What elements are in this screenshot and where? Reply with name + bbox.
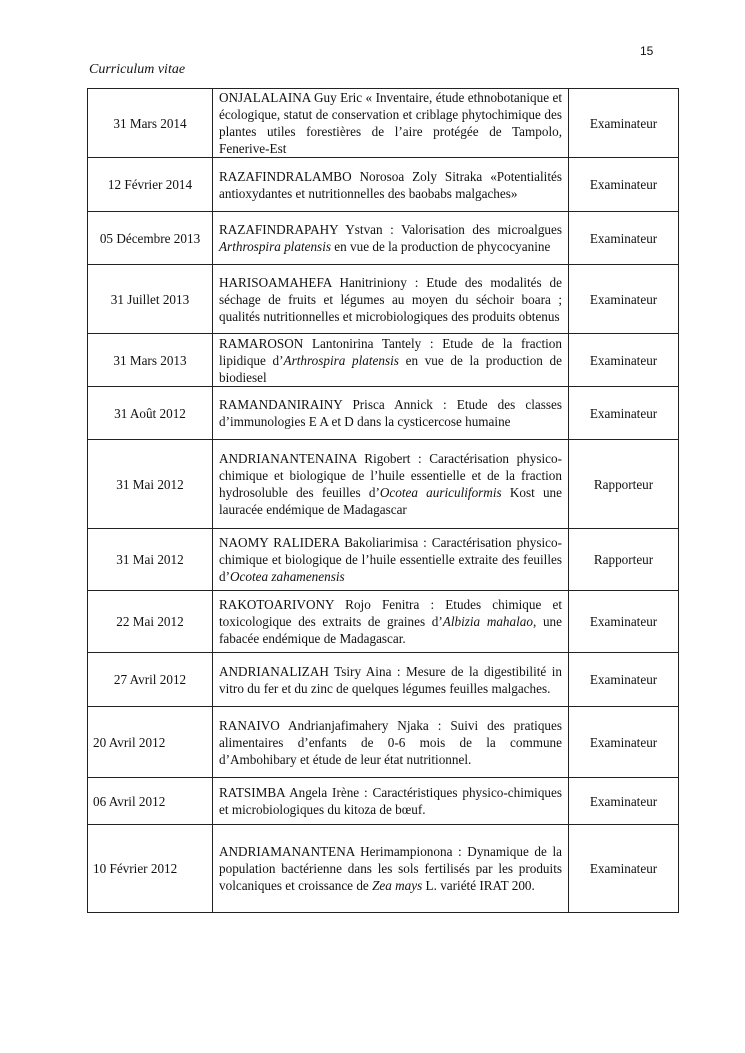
date-cell: 22 Mai 2012 <box>88 591 213 653</box>
table-row <box>88 529 679 591</box>
table-row <box>88 387 679 440</box>
table-row <box>88 89 679 158</box>
description-cell: RAMAROSON Lantonirina Tantely : Etude de la fraction lipidique d’Arthrospira platensis en vue de la production de biodiesel <box>213 334 569 387</box>
table-row <box>88 707 679 778</box>
role-cell: Examinateur <box>569 825 679 913</box>
description-cell: ANDRIANALIZAH Tsiry Aina : Mesure de la digestibilité in vitro du fer et du zinc de quelques légumes feuilles malgaches. <box>213 653 569 707</box>
role-cell: Examinateur <box>569 653 679 707</box>
date-cell: 31 Mars 2013 <box>88 334 213 387</box>
description-cell: RATSIMBA Angela Irène : Caractéristiques physico-chimiques et microbiologiques du kitoza de bœuf. <box>213 778 569 825</box>
date-cell: 31 Mai 2012 <box>88 529 213 591</box>
cv-table <box>87 88 679 913</box>
date-cell: 31 Mai 2012 <box>88 440 213 529</box>
date-cell: 31 Août 2012 <box>88 387 213 440</box>
date-cell: 06 Avril 2012 <box>88 778 213 825</box>
date-cell: 31 Juillet 2013 <box>88 265 213 334</box>
description-cell: RANAIVO Andrianjafimahery Njaka : Suivi des pratiques alimentaires d’enfants de 0-6 mois de la commune d’Ambohibary et étude de leur état nutritionnel. <box>213 707 569 778</box>
table-row <box>88 778 679 825</box>
description-cell: NAOMY RALIDERA Bakoliarimisa : Caractérisation physico-chimique et biologique de l’huile essentielle extraite des feuilles d’Ocotea zahamenensis <box>213 529 569 591</box>
date-cell: 27 Avril 2012 <box>88 653 213 707</box>
date-cell: 20 Avril 2012 <box>88 707 213 778</box>
role-cell: Examinateur <box>569 334 679 387</box>
role-cell: Examinateur <box>569 591 679 653</box>
table-row <box>88 158 679 212</box>
table-row <box>88 265 679 334</box>
role-cell: Examinateur <box>569 387 679 440</box>
role-cell: Examinateur <box>569 212 679 265</box>
role-cell: Rapporteur <box>569 529 679 591</box>
description-cell: RAKOTOARIVONY Rojo Fenitra : Etudes chimique et toxicologique des extraits de graines d’Albizia mahalao, une fabacée endémique de Madagascar. <box>213 591 569 653</box>
table-row <box>88 440 679 529</box>
date-cell: 12 Février 2014 <box>88 158 213 212</box>
page-number: 15 <box>640 44 654 58</box>
date-cell: 05 Décembre 2013 <box>88 212 213 265</box>
description-cell: ANDRIAMANANTENA Herimampionona : Dynamique de la population bactérienne dans les sols fertilisés par les produits volcaniques et croissance de Zea mays L. variété IRAT 200. <box>213 825 569 913</box>
role-cell: Rapporteur <box>569 440 679 529</box>
table-row <box>88 591 679 653</box>
date-cell: 31 Mars 2014 <box>88 89 213 158</box>
description-cell: RAZAFINDRAPAHY Ystvan : Valorisation des microalgues Arthrospira platensis en vue de la production de phycocyanine <box>213 212 569 265</box>
role-cell: Examinateur <box>569 158 679 212</box>
role-cell: Examinateur <box>569 778 679 825</box>
table-row <box>88 212 679 265</box>
date-cell: 10 Février 2012 <box>88 825 213 913</box>
description-cell: RAZAFINDRALAMBO Norosoa Zoly Sitraka «Potentialités antioxydantes et nutritionnelles des baobabs malgaches» <box>213 158 569 212</box>
description-cell: HARISOAMAHEFA Hanitriniony : Etude des modalités de séchage de fruits et légumes au moyen du séchoir boara ; qualités nutritionnelles et microbiologiques des produits obtenus <box>213 265 569 334</box>
description-cell: ONJALALAINA Guy Eric « Inventaire, étude ethnobotanique et écologique, statut de conservation et criblage phytochimique des plantes utiles forestières de l’aire protégée de Tampolo, Fenerive-Est <box>213 89 569 158</box>
table-row <box>88 825 679 913</box>
role-cell: Examinateur <box>569 265 679 334</box>
role-cell: Examinateur <box>569 89 679 158</box>
role-cell: Examinateur <box>569 707 679 778</box>
description-cell: ANDRIANANTENAINA Rigobert : Caractérisation physico-chimique et biologique de l’huile essentielle et de la fraction hydrosoluble des feuilles d’Ocotea auriculiformis Kost une lauracée endémique de Madagascar <box>213 440 569 529</box>
table-row <box>88 334 679 387</box>
description-cell: RAMANDANIRAINY Prisca Annick : Etude des classes d’immunologies E A et D dans la cysticercose humaine <box>213 387 569 440</box>
header-title: Curriculum vitae <box>89 62 186 77</box>
table-row <box>88 653 679 707</box>
